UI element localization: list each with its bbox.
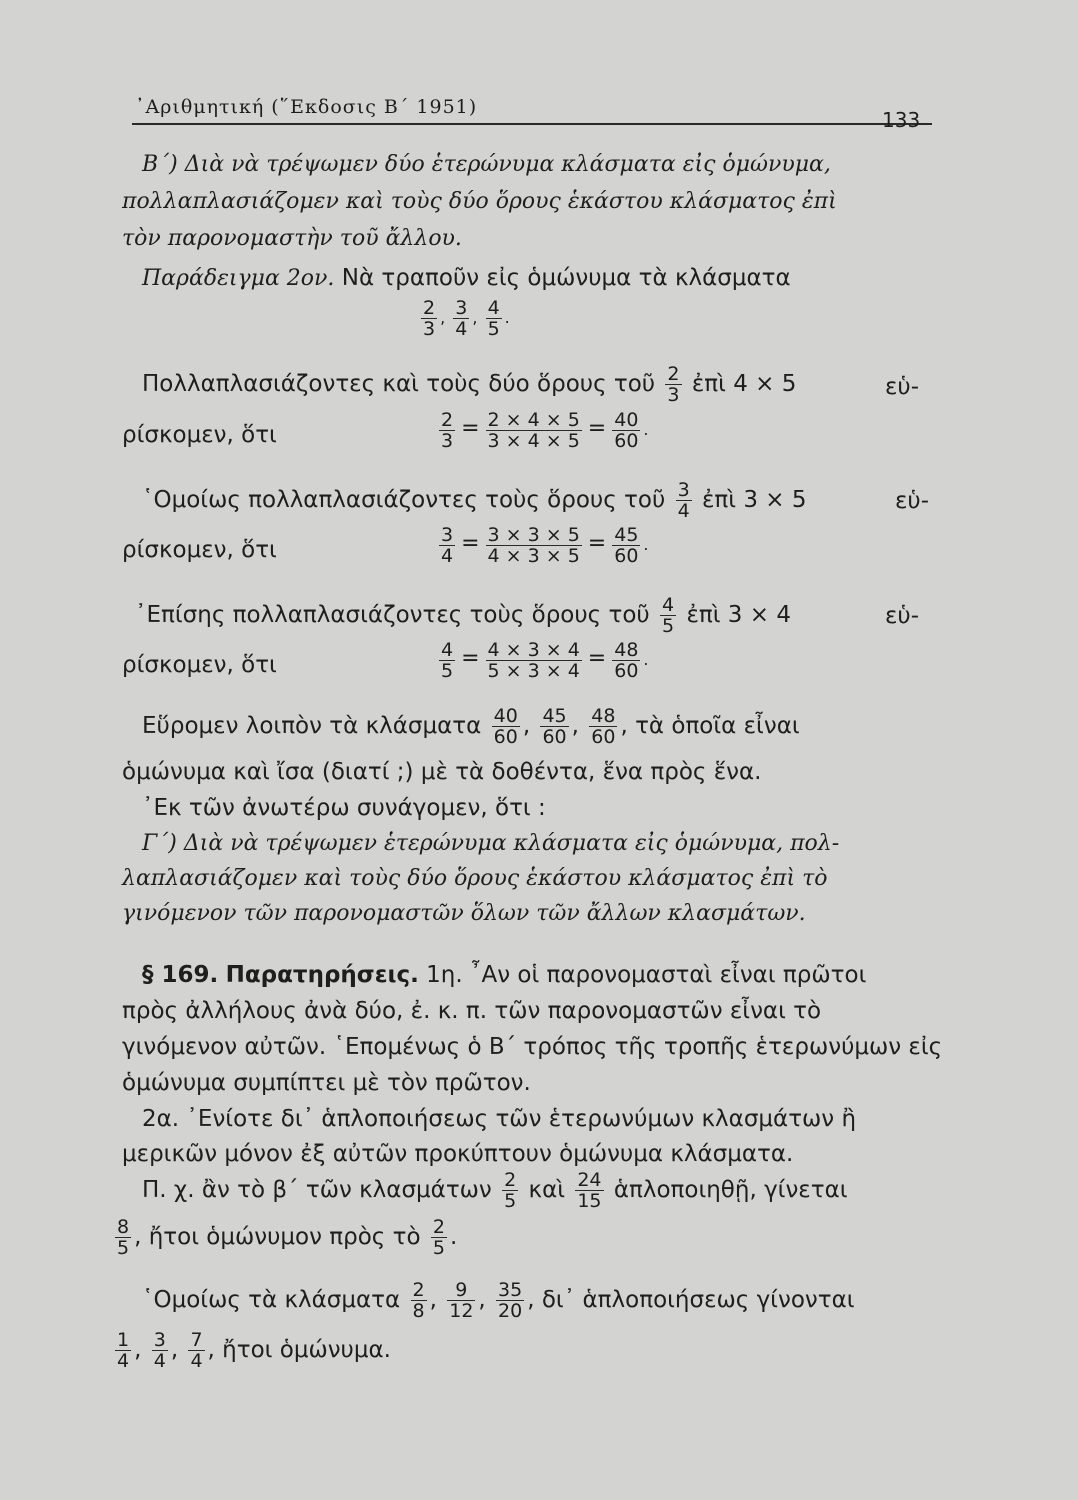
fraction: $\frac{4}{5}$	[441, 639, 454, 682]
found-tail: τὰ ὁποῖα εἶναι	[635, 713, 800, 739]
find-text: ρίσκομεν, ὅτι	[122, 537, 277, 563]
fraction: $\frac{45}{60}$	[542, 705, 567, 748]
example-line	[142, 263, 791, 294]
example-label: Παράδειγμα 2ον.	[142, 266, 335, 291]
paragraph-line: μερικῶν μόνον ἐξ αὐτῶν προκύπτουν ὁμώνυμα κλάσματα.	[122, 1141, 794, 1167]
rule-b-line: Β΄) Διὰ νὰ τρέψωμεν δύο ἑτερώνυμα κλάσματα εἰς ὁμώνυμα,	[142, 152, 831, 177]
rule-g-line: λαπλασιάζομεν καὶ τοὺς δύο ὅρους ἑκάστου κλάσματος ἐπὶ τὸ	[122, 866, 828, 891]
fraction: $\frac{4}{5}$	[662, 594, 675, 637]
rule-g-line: γινόμενον τῶν παρονομαστῶν ὅλων τῶν ἄλλων κλασμάτων.	[122, 901, 806, 926]
fraction: $\frac{3}{4}$	[153, 1329, 166, 1372]
fraction: $\frac{8}{5}$	[117, 1216, 130, 1259]
running-title: ᾿Αριθμητική (῞Εκδοσις Β΄ 1951)	[135, 96, 478, 118]
section-number: § 169.	[142, 962, 219, 988]
rule-g-line: Γ΄) Διὰ νὰ τρέψωμεν ἑτερώνυμα κλάσματα εἰς ὁμώνυμα, πολ-	[142, 831, 840, 856]
paragraph-line: 2α. ᾿Ενίοτε δι᾿ ἁπλοποιήσεως τῶν ἑτερωνύμων κλασμάτων ἢ	[142, 1106, 857, 1132]
example-2-line-2: $\frac{1}{4}$ , $\frac{3}{4}$ , $\frac{7}{4}$ , ἤτοι ὁμώνυμα.	[117, 1329, 391, 1372]
fraction: $\frac{40}{60}$	[614, 409, 639, 452]
found-line: Εὕρομεν λοιπὸν τὰ κλάσματα $\frac{40}{60}$ , $\frac{45}{60}$ , $\frac{48}{60}$ , τὰ ὁποῖα εἶναι	[142, 705, 800, 748]
fraction: $\frac{7}{4}$	[190, 1329, 203, 1372]
step-text: Πολλαπλασιάζοντες καὶ τοὺς δύο ὅρους τοῦ	[142, 371, 656, 397]
paragraph-line: πρὸς ἀλλήλους ἀνὰ δύο, ἐ. κ. π. τῶν παρονομαστῶν εἶναι τὸ	[122, 998, 822, 1024]
fraction: $\frac{3}{4}$	[677, 479, 690, 522]
header-rule	[132, 123, 932, 125]
equation-3: $\frac{4}{5}$ = $\frac{4 \times 3 \times 4}{5 \times 3 \times 4}$ = $\frac{48}{60}$ .	[441, 639, 649, 682]
fraction: $\frac{24}{15}$	[577, 1169, 602, 1212]
step-mult: ἐπὶ 3 × 5	[701, 487, 807, 513]
step-3-line	[135, 595, 791, 636]
fraction: $\frac{48}{60}$	[591, 705, 616, 748]
paragraph-line: ὁμώνυμα συμπίπτει μὲ τὸν πρῶτον.	[122, 1070, 531, 1096]
fraction: $\frac{3}{4}$	[455, 297, 468, 340]
rule-b-line: τὸν παρονομαστὴν τοῦ ἄλλου.	[122, 226, 462, 251]
fraction: $\frac{1}{4}$	[117, 1329, 130, 1372]
section-p1-start: 1η. ῏Αν οἱ παρονομασταὶ εἶναι πρῶτοι	[426, 962, 867, 988]
section-title: Παρατηρήσεις.	[225, 962, 419, 988]
example-2-line: ῾Ομοίως τὰ κλάσματα $\frac{2}{8}$ , $\frac{9}{12}$ , $\frac{35}{20}$ , δι᾿ ἁπλοποιήσεως γίνονται	[142, 1279, 855, 1322]
equation-1: $\frac{2}{3}$ = $\frac{2 \times 4 \times 5}{3 \times 4 \times 5}$ = $\frac{40}{60}$ .	[441, 409, 649, 452]
fraction: $\frac{2}{5}$	[504, 1169, 517, 1212]
found-text: Εὕρομεν λοιπὸν τὰ κλάσματα	[142, 713, 482, 739]
step-mult: ἐπὶ 3 × 4	[686, 602, 791, 628]
fraction: $\frac{2}{5}$	[432, 1216, 445, 1259]
paragraph-line: γινόμενον αὐτῶν. ῾Επομένως ὁ Β΄ τρόπος τῆς τροπῆς ἑτερωνύμων εἰς	[122, 1034, 943, 1060]
example-1-line-2: $\frac{8}{5}$ , ἤτοι ὁμώνυμον πρὸς τὸ $\frac{2}{5}$ .	[117, 1216, 458, 1259]
find-text: ρίσκομεν, ὅτι	[122, 422, 277, 448]
hyphen-cont: εὑ-	[885, 374, 920, 400]
fraction: $\frac{48}{60}$	[614, 639, 639, 682]
fraction: $\frac{3}{4}$	[441, 524, 454, 567]
fraction: $\frac{9}{12}$	[449, 1279, 474, 1322]
example-text: Νὰ τραποῦν εἰς ὁμώνυμα τὰ κλάσματα	[341, 265, 791, 291]
hyphen-cont: εὑ-	[895, 488, 930, 514]
step-1-line	[142, 364, 796, 405]
fraction: $\frac{2}{3}$	[423, 297, 436, 340]
section-heading-line	[142, 960, 866, 990]
fraction: $\frac{4 \times 3 \times 4}{5 \times 3 \times 4}$	[487, 639, 580, 682]
example-1-line: Π. χ. ἂν τὸ β΄ τῶν κλασμάτων $\frac{2}{5}$ καὶ $\frac{24}{15}$ ἁπλοποιηθῇ, γίνεται	[142, 1169, 848, 1212]
found-line-2: ὁμώνυμα καὶ ἴσα (διατί ;) μὲ τὰ δοθέντα, ἕνα πρὸς ἕνα.	[122, 759, 762, 785]
rule-b-line: πολλαπλασιάζομεν καὶ τοὺς δύο ὅρους ἑκάστου κλάσματος ἐπὶ	[122, 189, 837, 214]
find-text: ρίσκομεν, ὅτι	[122, 652, 277, 678]
fraction: $\frac{2 \times 4 \times 5}{3 \times 4 \times 5}$	[487, 409, 580, 452]
equation-2: $\frac{3}{4}$ = $\frac{3 \times 3 \times 5}{4 \times 3 \times 5}$ = $\frac{45}{60}$ .	[441, 524, 649, 567]
fraction: $\frac{4}{5}$	[487, 297, 500, 340]
hyphen-cont: εὑ-	[885, 603, 920, 629]
example-fractions: $\frac{2}{3}$ , $\frac{3}{4}$ , $\frac{4}{5}$ .	[423, 297, 510, 340]
fraction: $\frac{3 \times 3 \times 5}{4 \times 3 \times 5}$	[487, 524, 580, 567]
page-number: 133	[882, 108, 921, 132]
fraction: $\frac{2}{8}$	[412, 1279, 425, 1322]
step-mult: ἐπὶ 4 × 5	[691, 371, 797, 397]
fraction: $\frac{2}{3}$	[667, 363, 680, 406]
fraction: $\frac{35}{20}$	[498, 1279, 523, 1322]
found-line-3: ᾿Εκ τῶν ἀνωτέρω συνάγομεν, ὅτι :	[142, 795, 546, 821]
fraction: $\frac{2}{3}$	[441, 409, 454, 452]
fraction: $\frac{45}{60}$	[614, 524, 639, 567]
fraction: $\frac{40}{60}$	[493, 705, 518, 748]
step-2-line	[142, 480, 807, 521]
step-text: ῾Ομοίως πολλαπλασιάζοντες τοὺς ὅρους τοῦ	[142, 487, 666, 513]
step-text: ᾿Επίσης πολλαπλασιάζοντες τοὺς ὅρους τοῦ	[135, 602, 650, 628]
